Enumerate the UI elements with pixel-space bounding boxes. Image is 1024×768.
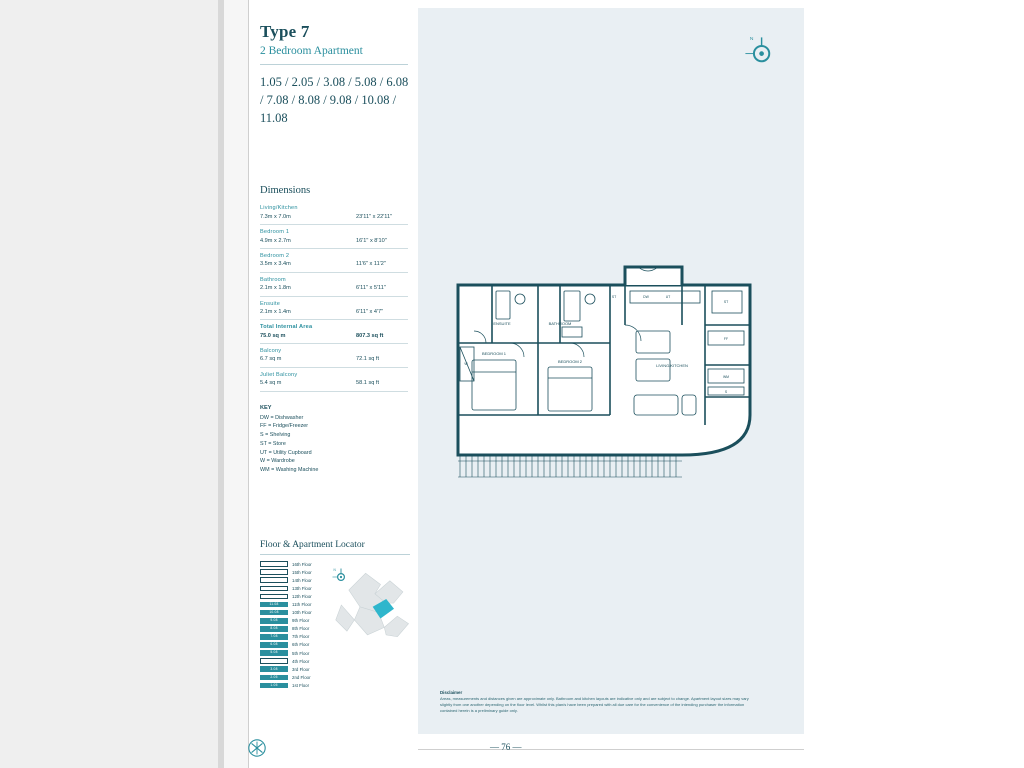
page-divider-rule [248,0,249,768]
dim-imperial: 23'11" x 22'11" [356,213,393,220]
apartment-info [260,22,410,475]
disclaimer [440,690,760,715]
floor-bar-highlighted [260,666,288,672]
page-number: — 76 — [490,742,522,752]
floor-unit-number: 1.05 [270,682,278,687]
floor-bar-highlighted [260,675,288,681]
floor-bar-highlighted [260,626,288,632]
dim-metric: 2.1m x 1.4m [260,308,291,315]
dim-imperial: 807.3 sq ft [356,332,384,339]
dim-metric: 75.0 sq m [260,332,286,339]
page-margin-band-left [0,0,218,768]
floor-label: 11th Floor [292,602,312,608]
floor-label: 1st Floor [292,682,310,688]
floor-unit-number: 5.08 [270,650,278,655]
floor-label: 10th Floor [292,610,312,616]
floor-bar [260,577,288,583]
plan-annotation: S [724,390,728,394]
floorplan-drawing [450,255,770,480]
room-label: BEDROOM 2 [557,359,583,364]
floor-label: 8th Floor [292,626,310,632]
plan-annotation: ST [611,295,617,299]
table-row [260,248,408,272]
unit-number-list: 1.05 / 2.05 / 3.08 / 5.08 / 6.08 / 7.08 / 8.08 / 9.08 / 10.08 / 11.08 [260,75,409,126]
dim-metric: 5.4 sq m [260,380,282,387]
floor-label: 14th Floor [292,577,312,583]
floor-unit-number: 8.08 [270,626,278,631]
dim-metric: 4.9m x 2.7m [260,237,291,244]
page-subtitle: 2 Bedroom Apartment [260,45,363,57]
key-item: WM = Washing Machine [260,467,319,474]
dim-label: Bedroom 1 [260,229,290,236]
room-label: ENSUITE [493,321,511,326]
dim-metric: 7.3m x 7.0m [260,213,291,220]
floor-bar [260,561,288,567]
plan-annotation: FF [723,337,729,341]
floor-label: 4th Floor [292,658,310,664]
locator-rule [260,554,410,555]
floor-bar-highlighted [260,683,288,689]
table-row [260,296,408,320]
floor-bar-highlighted [260,650,288,656]
floor-label: 12th Floor [292,593,312,599]
table-row [260,367,408,391]
floor-label: 13th Floor [292,585,312,591]
key-legend [260,404,410,475]
dim-label: Juliet Balcony [260,371,298,378]
dim-label: Ensuite [260,300,281,307]
floor-label: 9th Floor [292,618,310,624]
brand-logo-icon [247,738,267,758]
dim-metric: 2.1m x 1.8m [260,285,291,292]
floor-unit-number: 10.08 [269,609,279,614]
plan-annotation: W [464,362,468,366]
floor-label: 16th Floor [292,561,312,567]
floor-label: 6th Floor [292,642,310,648]
dim-label: Total Internal Area [260,324,313,331]
key-item: UT = Utility Cupboard [260,449,312,456]
floor-unit-number: 6.08 [270,642,278,647]
floor-row [260,665,420,673]
room-label: BATHROOM [548,321,572,326]
page-margin-band-inner [224,0,248,768]
key-item: FF = Fridge/Freezer [260,423,309,430]
floor-bar-highlighted [260,618,288,624]
dim-label: Bathroom [260,276,286,283]
floor-unit-number: 9.08 [270,618,278,623]
dim-label: Balcony [260,348,282,355]
table-row [260,344,408,368]
svg-text:N: N [333,568,336,572]
floor-row [260,673,420,681]
floor-label: 5th Floor [292,650,310,656]
floor-label: 7th Floor [292,634,310,640]
floor-label: 2nd Floor [292,674,311,680]
dim-imperial: 6'11" x 5'11" [356,285,386,292]
table-row-total [260,320,408,344]
floor-bar-highlighted [260,602,288,608]
floor-bar [260,594,288,600]
table-row [260,201,408,224]
floor-bar-highlighted [260,642,288,648]
floor-row [260,649,420,657]
room-label: BEDROOM 1 [481,351,507,356]
floor-bar-highlighted [260,610,288,616]
floor-bar-highlighted [260,634,288,640]
compass-label: N [749,37,754,43]
footer-rule [418,749,804,750]
floor-unit-number: 2.05 [270,674,278,679]
key-item: DW = Dishwasher [260,414,304,421]
floor-unit-number: 11.08 [269,601,279,606]
compass-small-icon [330,566,348,584]
dim-imperial: 16'1" x 8'10" [356,237,387,244]
floor-row [260,681,420,689]
dimensions-table [260,201,408,391]
disclaimer-heading: Disclaimer [440,690,463,695]
plan-annotation: UT [665,295,671,299]
dimensions-heading: Dimensions [260,185,311,197]
plan-annotation: DW [643,295,649,299]
dim-imperial: 58.1 sq ft [356,380,380,387]
floor-bar [260,658,288,664]
key-item: ST = Store [260,440,286,447]
dim-label: Living/Kitchen [260,205,298,212]
plan-annotation: WM [722,375,730,379]
key-item: W = Wardrobe [260,458,295,465]
locator-title: Floor & Apartment Locator [260,540,365,550]
dim-imperial: 11'6" x 11'2" [356,261,386,268]
floor-unit-number: 3.08 [270,666,278,671]
page-title: Type 7 [260,22,310,41]
floor-bar [260,569,288,575]
floor-label: 15th Floor [292,569,312,575]
room-label: LIVING/KITCHEN [656,363,688,368]
floor-unit-number: 7.08 [270,634,278,639]
dim-metric: 6.7 sq m [260,356,282,363]
key-item: S = Shelving [260,432,291,439]
floor-label: 3rd Floor [292,666,310,672]
key-heading: KEY [260,404,272,411]
dim-metric: 3.5m x 3.4m [260,261,291,268]
compass-icon [740,32,776,68]
dim-label: Bedroom 2 [260,252,290,259]
dim-imperial: 72.1 sq ft [356,356,380,363]
table-row [260,225,408,249]
table-row [260,272,408,296]
disclaimer-body: Areas, measurements and distances given are approximate only. Bathroom and kitchen layouts are indicative only and are subject to change. Apartment layout sizes may vary slightly from one another depending on the floor level. Whilst this plan/s have been prepared with all due care for the convenience of the intending purchaser the information contained herein is a preliminary guide only. [440,696,749,714]
floor-bar [260,586,288,592]
dim-imperial: 6'11" x 4'7" [356,308,384,315]
title-rule [260,64,408,65]
floor-row [260,657,420,665]
plan-annotation: ST [723,300,729,304]
